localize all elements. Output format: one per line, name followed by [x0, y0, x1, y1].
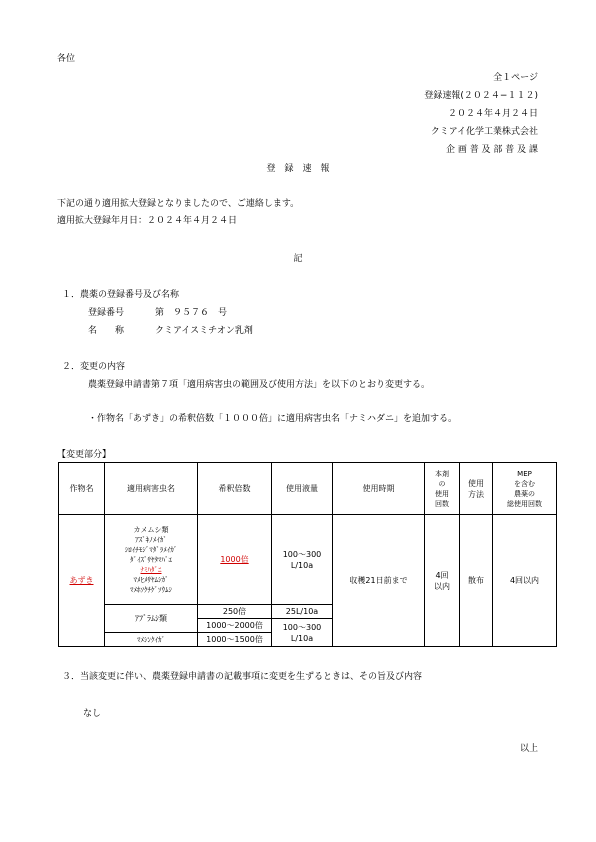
dilution-2a: 250倍	[197, 604, 272, 619]
ki-heading: 記	[293, 254, 303, 264]
reg-number-value: 第 ９５７６ 号	[155, 308, 228, 318]
mep-cell: 4回以内	[492, 514, 557, 647]
department: 企 画 普 及 部 普 及 課	[445, 145, 538, 155]
header-count: 本剤 の 使用 回数	[424, 462, 460, 515]
pest-2: ｱﾌﾞﾗﾑｼ類	[104, 604, 198, 633]
intro-line-2: 適用拡大登録年月日：２０２４年４月２４日	[57, 216, 238, 226]
table-caption: 【変更部分】	[57, 450, 112, 460]
pest-group-1	[104, 514, 198, 605]
dilution-2b: 1000～2000倍	[197, 618, 272, 633]
doc-number: 登録速報(２０２４−１１２)	[424, 91, 538, 101]
section3-body: なし	[83, 709, 102, 719]
volume-2a: 25L/10a	[271, 604, 333, 619]
page-title: 登 録 速 報	[266, 164, 330, 174]
crop-cell: あずき	[58, 514, 105, 647]
timing-cell: 収穫21日前まで	[332, 514, 425, 647]
closing: 以上	[519, 744, 538, 754]
header-crop: 作物名	[58, 462, 105, 515]
dilution-1: 1000倍	[197, 514, 272, 605]
section1-heading: １．農薬の登録番号及び名称	[62, 290, 180, 300]
section3-heading: ３．当該変更に伴い、農薬登録申請書の記載事項に変更を生ずるときは、その旨及び内容	[62, 672, 423, 682]
volume-1: 100～300 L/10a	[271, 514, 333, 605]
company-name: クミアイ化学工業株式会社	[430, 127, 538, 137]
product-name-label: 名 称	[88, 326, 125, 336]
addressee: 各位	[57, 54, 76, 64]
doc-date: ２０２４年４月２４日	[447, 109, 538, 119]
pest-list-top: カメムシ類 ｱｽﾞｷﾉﾒｲｶﾞ ｼﾛｲﾁﾓｼﾞﾏﾀﾞﾗﾒｲｶﾞ ﾀﾞｲｽﾞｻﾔﾀﾏﾊﾞｴ	[124, 525, 178, 564]
intro-line-1: 下記の通り適用拡大登録となりましたので、ご連絡します。	[57, 199, 300, 209]
page-count: 全１ページ	[493, 73, 538, 83]
header-method: 使用 方法	[459, 462, 493, 515]
header-pest: 適用病害虫名	[104, 462, 198, 515]
header-dilution: 希釈倍数	[197, 462, 272, 515]
pest-list-bottom: ﾏﾒﾋﾒｻﾔﾑｼｶﾞ ﾏﾒﾎｿｸﾁｹﾞｿｳﾑｼ	[130, 575, 172, 594]
header-mep: MEP を含む 農薬の 総使用回数	[492, 462, 557, 515]
section2-line-1: 農薬登録申請書第７項「適用病害虫の範囲及び使用方法」を以下のとおり変更する。	[88, 380, 431, 390]
dilution-3: 1000～1500倍	[197, 632, 272, 647]
method-cell: 散布	[459, 514, 493, 647]
volume-2b-3: 100～300 L/10a	[271, 618, 333, 647]
header-timing: 使用時期	[332, 462, 425, 515]
reg-number-label: 登録番号	[88, 308, 125, 318]
section2-heading: ２．変更の内容	[62, 362, 126, 372]
pest-3: ﾏﾒｼﾝｸｲｶﾞ	[104, 632, 198, 647]
pest-added: ﾅﾐﾊﾀﾞﾆ	[140, 565, 162, 574]
count-cell: 4回 以内	[424, 514, 460, 647]
section2-line-2: ・作物名「あずき」の希釈倍数「１０００倍」に適用病害虫名「ナミハダニ」を追加する。	[88, 414, 458, 424]
header-volume: 使用液量	[271, 462, 333, 515]
product-name-value: クミアイスミチオン乳剤	[155, 326, 253, 336]
